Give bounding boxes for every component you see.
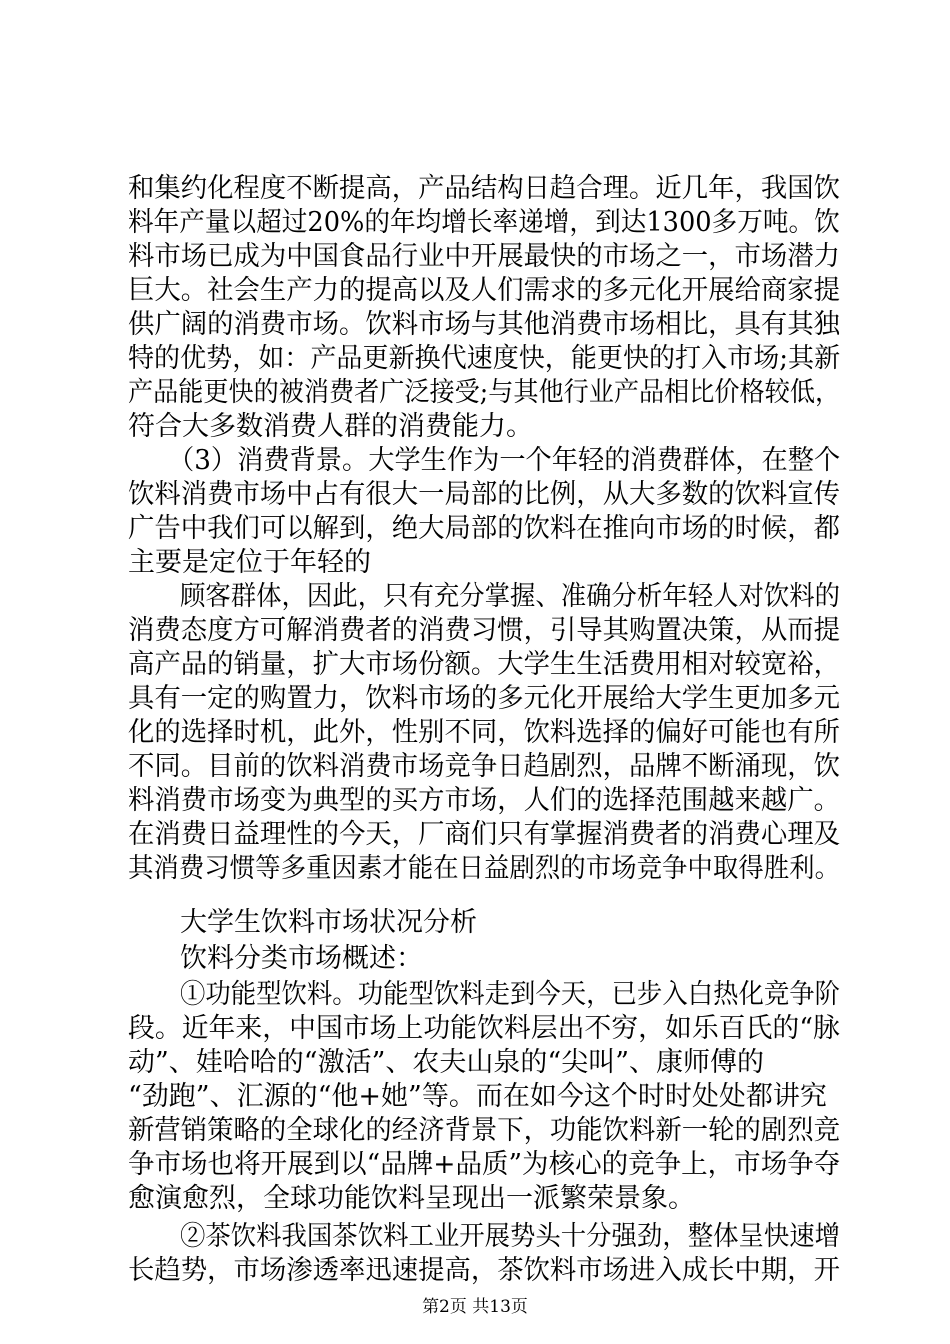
text-line: 料市场已成为中国食品行业中开展最快的市场之一，市场潜力 (128, 241, 841, 272)
text-line: 高产品的销量，扩大市场份额。大学生生活费用相对较宽裕， (128, 649, 841, 680)
text-line: 其消费习惯等多重因素才能在日益剧烈的市场竞争中取得胜利。 (128, 853, 841, 884)
text-line: 料年产量以超过20%的年均增长率递增，到达1300多万吨。饮 (128, 207, 840, 238)
subsection-heading: 饮料分类市场概述： (180, 943, 423, 974)
text-line: 广告中我们可以解到，绝大局部的饮料在推向市场的时候，都 (128, 513, 841, 544)
text-line: 动”、娃哈哈的“激活”、农夫山泉的“尖叫”、康师傅的 (128, 1047, 765, 1078)
text-line: 料消费市场变为典型的买方市场，人们的选择范围越来越广。 (128, 785, 841, 816)
text-line: 争市场也将开展到以“品牌+品质”为核心的竞争上，市场争夺 (128, 1149, 841, 1180)
text-line: 具有一定的购置力，饮料市场的多元化开展给大学生更加多元 (128, 683, 841, 714)
page-number: 第2页 共13页 (422, 1297, 528, 1317)
text-line: 饮料消费市场中占有很大一局部的比例，从大多数的饮料宣传 (128, 479, 841, 510)
text-line: 主要是定位于年轻的 (128, 547, 371, 578)
text-line: 段。近年来，中国市场上功能饮料层出不穷，如乐百氏的“脉 (128, 1013, 840, 1044)
text-line: 不同。目前的饮料消费市场竞争日趋剧烈，品牌不断涌现，饮 (128, 751, 841, 782)
text-line: 符合大多数消费人群的消费能力。 (128, 411, 533, 442)
text-line: 愈演愈烈，全球功能饮料呈现出一派繁荣景象。 (128, 1183, 695, 1214)
text-line: 供广阔的消费市场。饮料市场与其他消费市场相比，具有其独 (128, 309, 841, 340)
text-line: 新营销策略的全球化的经济背景下，功能饮料新一轮的剧烈竞 (128, 1115, 841, 1146)
paragraph-start: ①功能型饮料。功能型饮料走到今天，已步入白热化竞争阶 (180, 979, 841, 1010)
text-line: “劲跑”、汇源的“他+她”等。而在如今这个时时处处都讲究 (128, 1081, 827, 1112)
text-line: 消费态度方可解消费者的消费习惯，引导其购置决策，从而提 (128, 615, 841, 646)
paragraph-start: （3）消费背景。大学生作为一个年轻的消费群体，在整个 (168, 445, 841, 476)
text-line: 特的优势，如：产品更新换代速度快，能更快的打入市场;其新 (128, 343, 841, 374)
text-line: 长趋势，市场渗透率迅速提高，茶饮料市场进入成长中期，开 (128, 1255, 841, 1286)
text-line: 和集约化程度不断提高，产品结构日趋合理。近几年，我国饮 (128, 173, 841, 204)
paragraph-start: 顾客群体，因此，只有充分掌握、准确分析年轻人对饮料的 (180, 581, 841, 612)
text-line: 在消费日益理性的今天，厂商们只有掌握消费者的消费心理及 (128, 819, 841, 850)
text-line: 化的选择时机，此外，性别不同，饮料选择的偏好可能也有所 (128, 717, 841, 748)
section-heading: 大学生饮料市场状况分析 (180, 907, 477, 938)
paragraph-start: ②茶饮料我国茶饮料工业开展势头十分强劲，整体呈快速增 (180, 1221, 841, 1252)
text-line: 巨大。社会生产力的提高以及人们需求的多元化开展给商家提 (128, 275, 841, 306)
text-line: 产品能更快的被消费者广泛接受;与其他行业产品相比价格较低， (128, 377, 841, 408)
